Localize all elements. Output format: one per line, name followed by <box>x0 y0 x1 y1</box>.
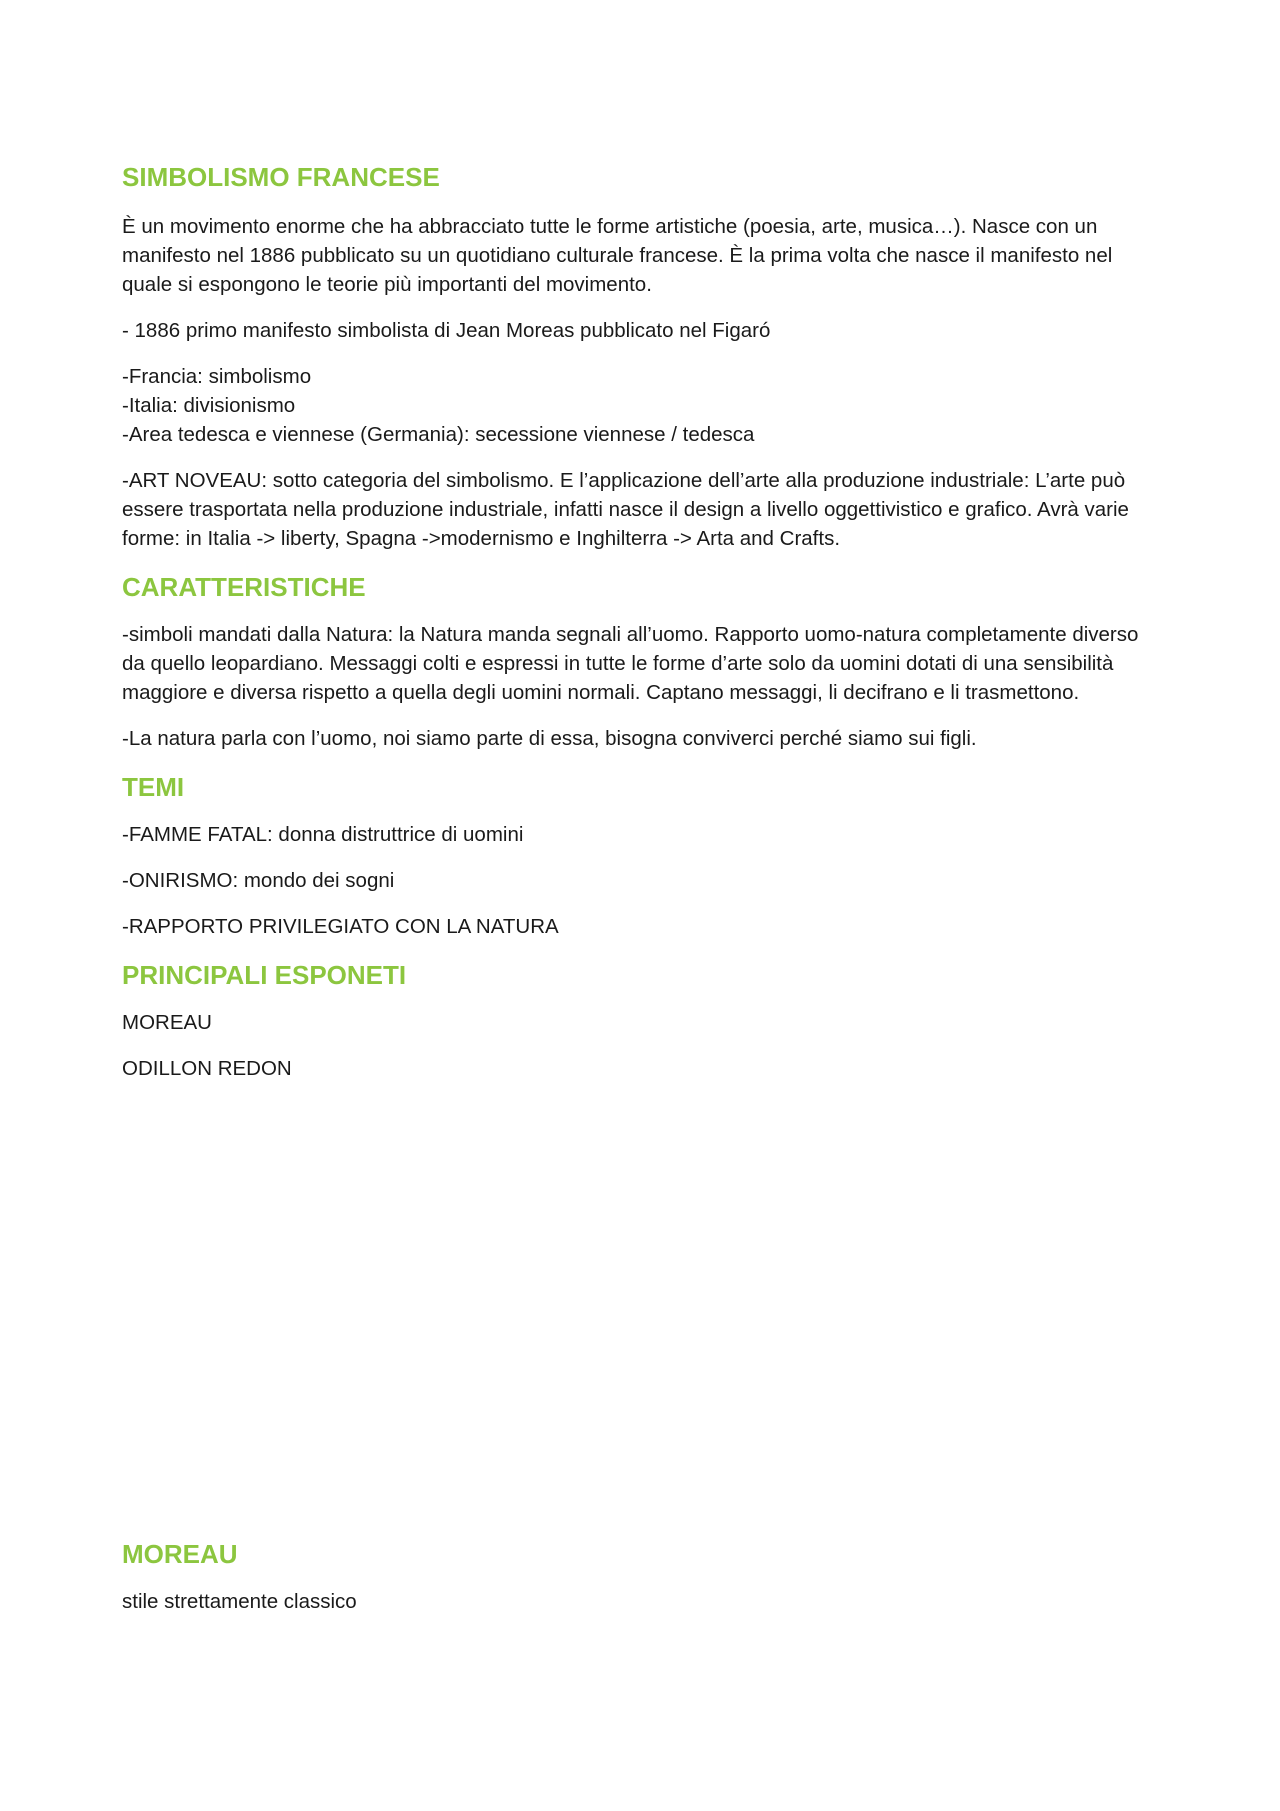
region-line: -Italia: divisionismo <box>122 394 296 417</box>
heading-simbolismo-francese: SIMBOLISMO FRANCESE <box>122 162 440 192</box>
art-noveau-paragraph: -ART NOVEAU: sotto categoria del simbolismo. E l’applicazione dell’arte alla produzione industriale: L’arte può essere trasportata nella produzione industriale, infatti nasce il design a livello oggettivistico e grafico. Avrà varie forme: in Italia -> liberty, Spagna ->modernismo e Inghilterra -> Arta and Crafts. <box>122 469 1129 550</box>
heading-principali-esponeti: PRINCIPALI ESPONETI <box>122 960 407 990</box>
manifesto-paragraph: - 1886 primo manifesto simbolista di Jean Moreas pubblicato nel Figaró <box>122 319 771 342</box>
characteristics-paragraph-2: -La natura parla con l’uomo, noi siamo parte di essa, bisogna conviverci perché siamo sui figli. <box>122 727 977 750</box>
moreau-paragraph: stile strettamente classico <box>122 1590 357 1613</box>
intro-paragraph: È un movimento enorme che ha abbracciato tutte le forme artistiche (poesia, arte, musica…). Nasce con un manifesto nel 1886 pubblicato su un quotidiano culturale francese. È la prima volta che nasce il manifesto nel quale si espongono le teorie più importanti del movimento. <box>122 215 1113 296</box>
regions-paragraph <box>122 362 1162 449</box>
exponent-item: MOREAU <box>122 1011 212 1034</box>
theme-item: -RAPPORTO PRIVILEGIATO CON LA NATURA <box>122 915 559 938</box>
heading-moreau: MOREAU <box>122 1539 238 1569</box>
characteristics-paragraph-1: -simboli mandati dalla Natura: la Natura manda segnali all’uomo. Rapporto uomo-natura completamente diverso da quello leopardiano. Messaggi colti e espressi in tutte le forme d’arte solo da uomini dotati di una sensibilità maggiore e diversa rispetto a quella degli uomini normali. Captano messaggi, li decifrano e li trasmettono. <box>122 623 1139 704</box>
document-body <box>122 160 1162 1633</box>
blank-space <box>122 1100 1162 1527</box>
theme-item: -ONIRISMO: mondo dei sogni <box>122 869 395 892</box>
heading-temi: TEMI <box>122 772 185 802</box>
heading-caratteristiche: CARATTERISTICHE <box>122 572 366 602</box>
region-line: -Area tedesca e viennese (Germania): secessione viennese / tedesca <box>122 423 755 446</box>
region-line: -Francia: simbolismo <box>122 365 312 388</box>
exponent-item: ODILLON REDON <box>122 1057 292 1080</box>
theme-item: -FAMME FATAL: donna distruttrice di uomini <box>122 823 524 846</box>
